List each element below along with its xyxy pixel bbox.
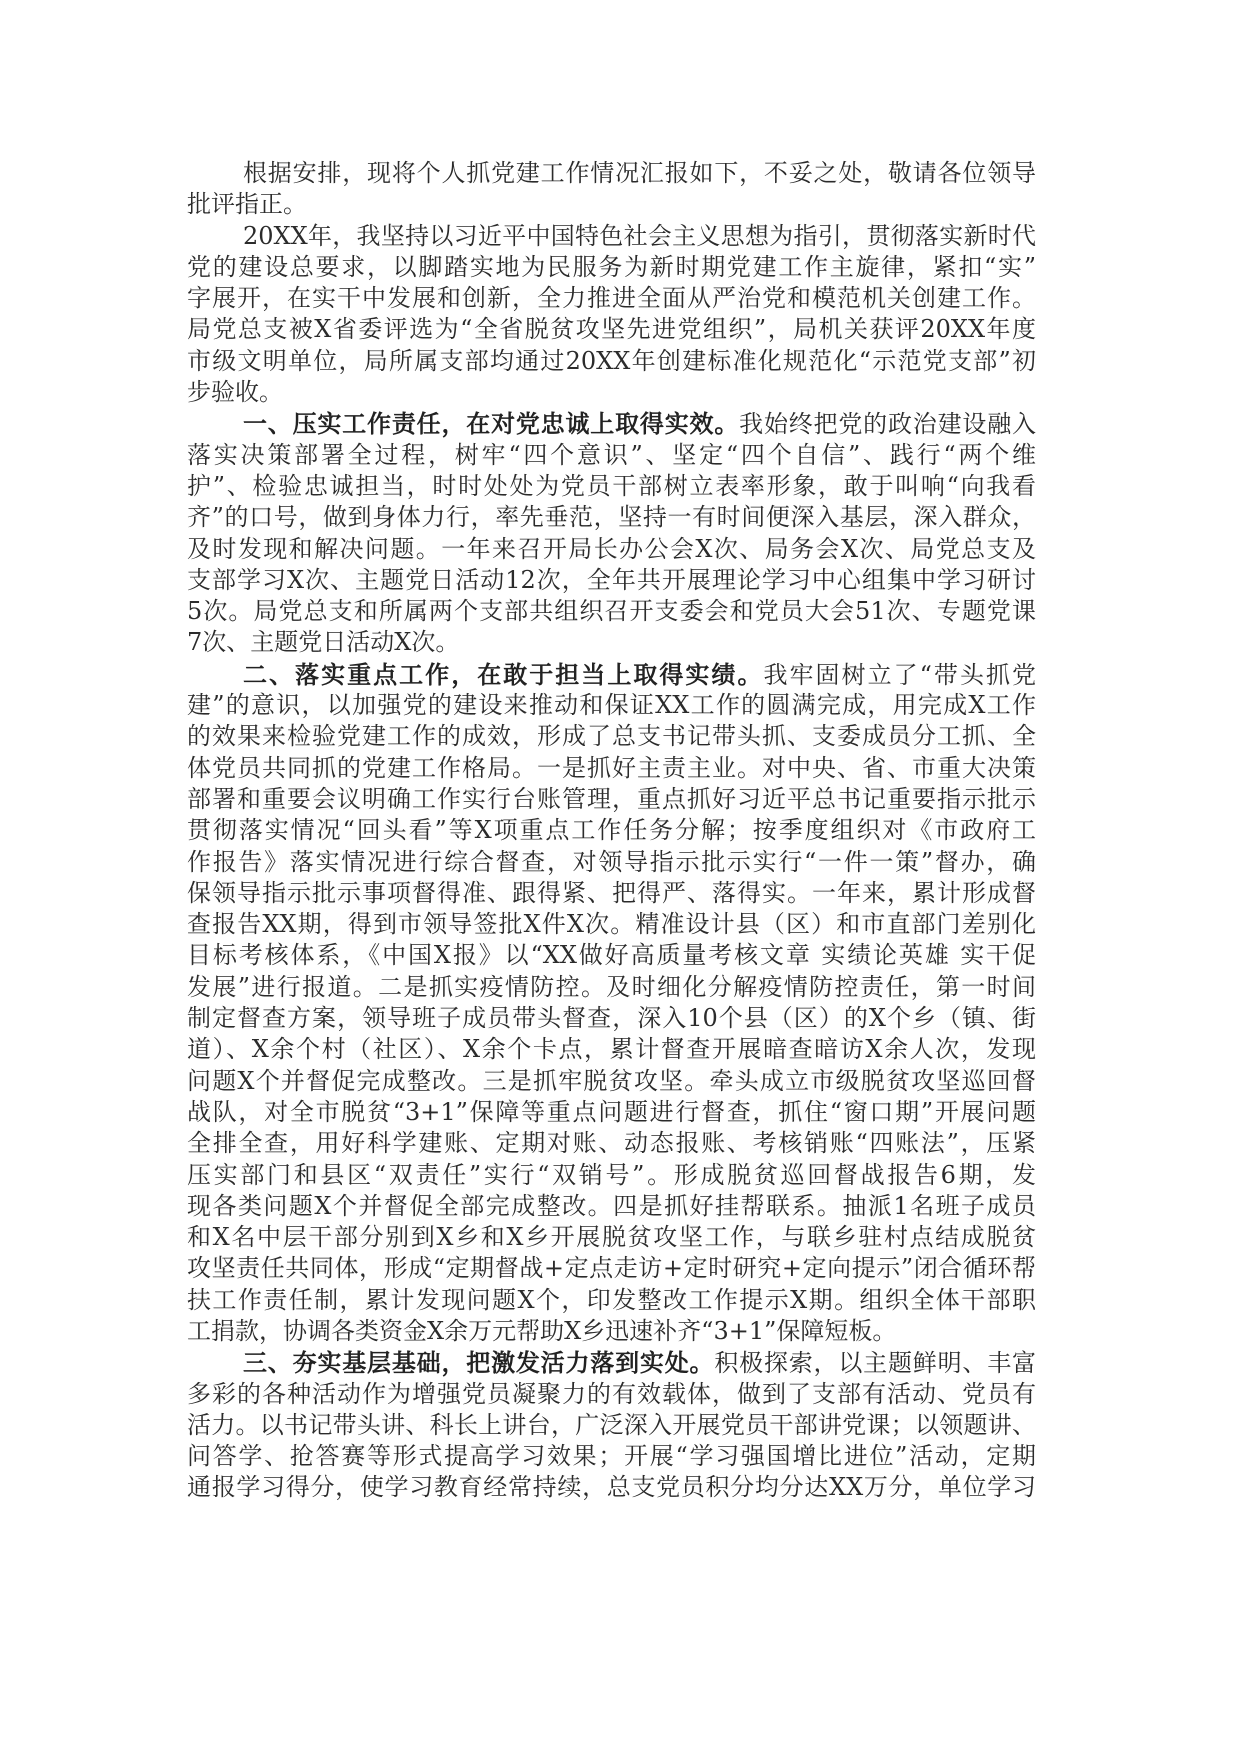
text-line: 建”的意识，以加强党的建设来推动和保证XX工作的圆满完成，用完成X工作 xyxy=(187,691,1036,720)
section-heading: 一、压实工作责任，在对党忠诚上取得实效。 xyxy=(243,409,740,439)
text-line: 问题X个并督促完成整改。三是抓牢脱贫攻坚。牵头成立市级脱贫攻坚巡回督 xyxy=(187,1066,1036,1095)
text-run: 积极探索，以主题鲜明、丰富 xyxy=(714,1349,1037,1378)
text-line: 发展”进行报道。二是抓实疫情防控。及时细化分解疫情防控责任，第一时间 xyxy=(187,972,1036,1001)
text-line: 7次、主题党日活动X次。 xyxy=(187,628,460,657)
text-line: 攻坚责任共同体，形成“定期督战+定点走访+定时研究+定向提示”闭合循环帮 xyxy=(187,1254,1036,1283)
section-heading: 二、落实重点工作，在敢于担当上取得实绩。 xyxy=(243,659,764,689)
text-line: 保领导指示批示事项督得准、跟得紧、把得严、落得实。一年来，累计形成督 xyxy=(187,878,1036,907)
section-heading-line xyxy=(187,1347,1036,1378)
text-line: 压实部门和县区“双责任”实行“双销号”。形成脱贫巡回督战报告6期，发 xyxy=(187,1160,1036,1189)
text-line: 批评指正。 xyxy=(187,190,307,219)
text-run: 我牢固树立了“带头抓党 xyxy=(763,660,1036,689)
text-line: 道）、X余个村（社区）、X余个卡点，累计督查开展暗查暗访X余人次，发现 xyxy=(187,1035,1036,1064)
section-heading-line xyxy=(187,659,1036,690)
text-line: 党的建设总要求，以脚踏实地为民服务为新时期党建工作主旋律，紧扣“实” xyxy=(187,252,1036,281)
text-line: 通报学习得分，使学习教育经常持续，总支党员积分均分达XX万分，单位学习 xyxy=(187,1473,1036,1502)
text-line: 落实决策部署全过程，树牢“四个意识”、坚定“四个自信”、践行“两个维 xyxy=(187,440,1036,469)
text-line: 工捐款，协调各类资金X余万元帮助X乡迅速补齐“3+1”保障短板。 xyxy=(187,1316,897,1345)
text-line: 20XX年，我坚持以习近平中国特色社会主义思想为指引，贯彻落实新时代 xyxy=(243,221,1036,250)
text-line: 扶工作责任制，累计发现问题X个，印发整改工作提示X期。组织全体干部职 xyxy=(187,1285,1036,1314)
text-line: 齐”的口号，做到身体力行，率先垂范，坚持一有时间便深入基层，深入群众， xyxy=(187,503,1036,532)
text-run: 我始终把党的政治建设融入 xyxy=(739,410,1037,439)
text-line: 及时发现和解决问题。一年来召开局长办公会X次、局务会X次、局党总支及 xyxy=(187,534,1036,563)
text-line: 步验收。 xyxy=(187,378,283,407)
text-line: 查报告XX期，得到市领导签批X件X次。精准设计县（区）和市直部门差别化 xyxy=(187,910,1036,939)
text-line: 和X名中层干部分别到X乡和X乡开展脱贫攻坚工作，与联乡驻村点结成脱贫 xyxy=(187,1223,1036,1252)
section-heading-line xyxy=(187,408,1036,439)
text-line: 问答学、抢答赛等形式提高学习效果；开展“学习强国增比进位”活动，定期 xyxy=(187,1442,1036,1471)
text-line: 护”、检验忠诚担当，时时处处为党员干部树立表率形象，敢于叫响“向我看 xyxy=(187,471,1036,500)
text-line: 目标考核体系，《中国X报》以“XX做好高质量考核文章 实绩论英雄 实干促 xyxy=(187,941,1036,970)
text-line: 市级文明单位，局所属支部均通过20XX年创建标准化规范化“示范党支部”初 xyxy=(187,346,1036,375)
text-line: 5次。局党总支和所属两个支部共组织召开支委会和党员大会51次、专题党课 xyxy=(187,597,1036,626)
text-line: 战队，对全市脱贫“3+1”保障等重点问题进行督查，抓住“窗口期”开展问题 xyxy=(187,1097,1036,1126)
text-line: 多彩的各种活动作为增强党员凝聚力的有效载体，做到了支部有活动、党员有 xyxy=(187,1379,1036,1408)
text-line: 支部学习X次、主题党日活动12次，全年共开展理论学习中心组集中学习研讨 xyxy=(187,565,1036,594)
text-line: 字展开，在实干中发展和创新，全力推进全面从严治党和模范机关创建工作。 xyxy=(187,284,1036,313)
text-line: 部署和重要会议明确工作实行台账管理，重点抓好习近平总书记重要指示批示 xyxy=(187,784,1036,813)
text-line: 局党总支被X省委评选为“全省脱贫攻坚先进党组织”，局机关获评20XX年度 xyxy=(187,315,1036,344)
text-line: 作报告》落实情况进行综合督查，对领导指示批示实行“一件一策”督办，确 xyxy=(187,847,1036,876)
text-line: 贯彻落实情况“回头看”等X项重点工作任务分解；按季度组织对《市政府工 xyxy=(187,816,1036,845)
text-line: 体党员共同抓的党建工作格局。一是抓好主责主业。对中央、省、市重大决策 xyxy=(187,753,1036,782)
text-line: 现各类问题X个并督促全部完成整改。四是抓好挂帮联系。抽派1名班子成员 xyxy=(187,1191,1036,1220)
text-line: 制定督查方案，领导班子成员带头督查，深入10个县（区）的X个乡（镇、街 xyxy=(187,1004,1036,1033)
text-line: 活力。以书记带头讲、科长上讲台，广泛深入开展党员干部讲党课；以领题讲、 xyxy=(187,1410,1036,1439)
document-body xyxy=(187,158,1036,1504)
text-line: 的效果来检验党建工作的成效，形成了总支书记带头抓、支委成员分工抓、全 xyxy=(187,722,1036,751)
section-heading: 三、夯实基层基础，把激发活力落到实处。 xyxy=(243,1348,715,1378)
text-line: 全排全查，用好科学建账、定期对账、动态报账、考核销账“四账法”，压紧 xyxy=(187,1129,1036,1158)
text-line: 根据安排，现将个人抓党建工作情况汇报如下，不妥之处，敬请各位领导 xyxy=(243,159,1036,187)
